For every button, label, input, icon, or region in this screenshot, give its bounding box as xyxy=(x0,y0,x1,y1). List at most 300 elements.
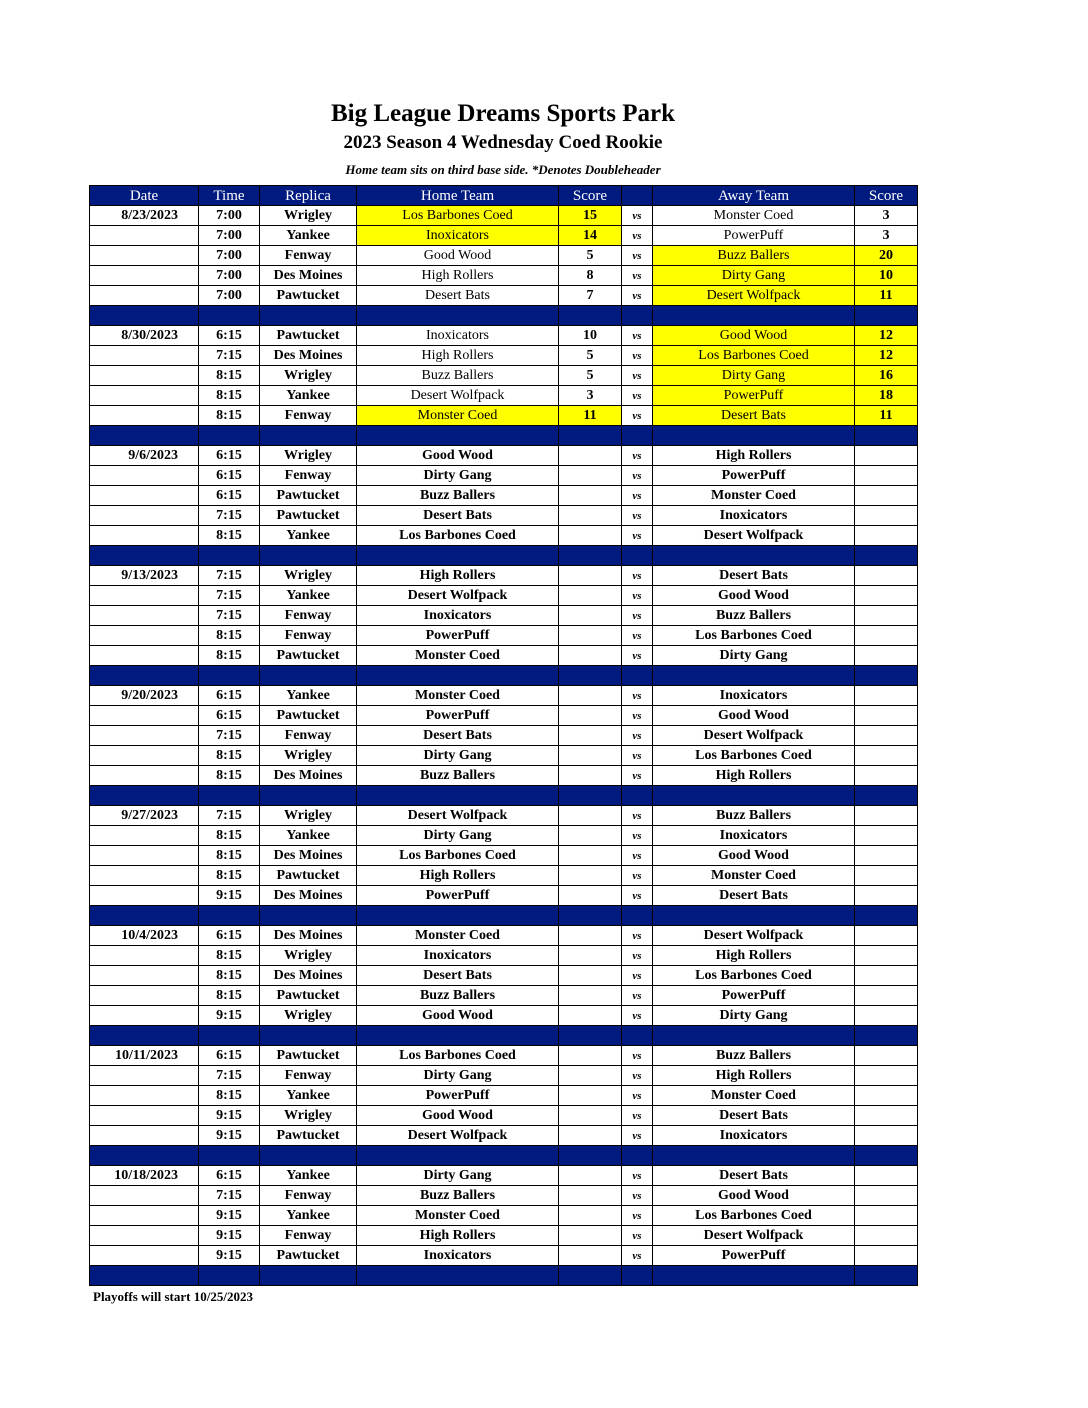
vs-label: vs xyxy=(622,606,653,626)
vs-label: vs xyxy=(622,406,653,426)
away-score xyxy=(855,886,918,906)
separator-cell xyxy=(855,1266,918,1286)
away-score xyxy=(855,1206,918,1226)
game-replica: Des Moines xyxy=(260,926,357,946)
vs-label: vs xyxy=(622,886,653,906)
game-replica: Fenway xyxy=(260,1226,357,1246)
away-team: Los Barbones Coed xyxy=(653,746,855,766)
vs-label: vs xyxy=(622,286,653,306)
game-replica: Fenway xyxy=(260,1186,357,1206)
separator-cell xyxy=(559,546,622,566)
away-team: Good Wood xyxy=(653,706,855,726)
vs-label: vs xyxy=(622,706,653,726)
separator-cell xyxy=(357,546,559,566)
vs-label: vs xyxy=(622,206,653,226)
away-team: Monster Coed xyxy=(653,1086,855,1106)
game-replica: Wrigley xyxy=(260,446,357,466)
away-score: 3 xyxy=(855,226,918,246)
home-team: PowerPuff xyxy=(357,886,559,906)
separator-cell xyxy=(199,426,260,446)
away-team: High Rollers xyxy=(653,946,855,966)
away-score: 12 xyxy=(855,326,918,346)
game-time: 7:15 xyxy=(199,346,260,366)
away-score: 3 xyxy=(855,206,918,226)
away-score xyxy=(855,646,918,666)
schedule-table xyxy=(89,185,918,1286)
home-team: Desert Bats xyxy=(357,726,559,746)
game-replica: Pawtucket xyxy=(260,1246,357,1266)
separator-cell xyxy=(199,1026,260,1046)
away-team: Dirty Gang xyxy=(653,1006,855,1026)
home-score xyxy=(559,1226,622,1246)
away-team: High Rollers xyxy=(653,1066,855,1086)
vs-label: vs xyxy=(622,746,653,766)
away-score: 11 xyxy=(855,406,918,426)
home-team: Dirty Gang xyxy=(357,1066,559,1086)
game-replica: Des Moines xyxy=(260,346,357,366)
table-row xyxy=(90,1126,918,1146)
table-row xyxy=(90,746,918,766)
separator-cell xyxy=(622,426,653,446)
week-separator xyxy=(90,786,918,806)
table-row xyxy=(90,1186,918,1206)
separator-cell xyxy=(559,1266,622,1286)
game-date xyxy=(90,1126,199,1146)
game-time: 7:00 xyxy=(199,286,260,306)
game-date xyxy=(90,266,199,286)
separator-cell xyxy=(357,1026,559,1046)
game-date: 9/27/2023 xyxy=(90,806,199,826)
vs-label: vs xyxy=(622,526,653,546)
vs-label: vs xyxy=(622,1006,653,1026)
game-time: 8:15 xyxy=(199,766,260,786)
game-replica: Wrigley xyxy=(260,566,357,586)
separator-cell xyxy=(199,1266,260,1286)
game-replica: Yankee xyxy=(260,586,357,606)
col-header-time: Time xyxy=(199,186,260,206)
table-row xyxy=(90,726,918,746)
home-score xyxy=(559,1046,622,1066)
game-date: 9/6/2023 xyxy=(90,446,199,466)
game-time: 9:15 xyxy=(199,1226,260,1246)
away-team: Desert Bats xyxy=(653,566,855,586)
away-score xyxy=(855,986,918,1006)
home-score xyxy=(559,806,622,826)
vs-label: vs xyxy=(622,1166,653,1186)
vs-label: vs xyxy=(622,686,653,706)
home-team: Desert Bats xyxy=(357,506,559,526)
game-replica: Yankee xyxy=(260,1166,357,1186)
separator-cell xyxy=(90,546,199,566)
game-date xyxy=(90,1106,199,1126)
separator-cell xyxy=(559,906,622,926)
home-team: Monster Coed xyxy=(357,926,559,946)
separator-cell xyxy=(90,306,199,326)
away-team: Desert Bats xyxy=(653,406,855,426)
game-time: 7:15 xyxy=(199,566,260,586)
separator-cell xyxy=(357,666,559,686)
game-time: 9:15 xyxy=(199,1126,260,1146)
table-row xyxy=(90,986,918,1006)
game-time: 8:15 xyxy=(199,366,260,386)
game-date xyxy=(90,846,199,866)
game-replica: Fenway xyxy=(260,246,357,266)
home-score xyxy=(559,1126,622,1146)
away-team: Desert Bats xyxy=(653,1166,855,1186)
game-replica: Fenway xyxy=(260,406,357,426)
game-replica: Pawtucket xyxy=(260,646,357,666)
game-date xyxy=(90,486,199,506)
home-score: 11 xyxy=(559,406,622,426)
away-team: Inoxicators xyxy=(653,506,855,526)
vs-label: vs xyxy=(622,1206,653,1226)
header-row xyxy=(90,186,918,206)
home-score xyxy=(559,606,622,626)
vs-label: vs xyxy=(622,1126,653,1146)
home-team: Dirty Gang xyxy=(357,746,559,766)
schedule-body xyxy=(90,206,918,1286)
away-team: Desert Wolfpack xyxy=(653,926,855,946)
home-score xyxy=(559,1086,622,1106)
away-team: Desert Wolfpack xyxy=(653,726,855,746)
away-score xyxy=(855,726,918,746)
home-score xyxy=(559,686,622,706)
game-time: 6:15 xyxy=(199,326,260,346)
separator-cell xyxy=(357,1146,559,1166)
game-date: 8/23/2023 xyxy=(90,206,199,226)
away-team: Buzz Ballers xyxy=(653,246,855,266)
home-team: Los Barbones Coed xyxy=(357,846,559,866)
separator-cell xyxy=(855,666,918,686)
game-date: 10/11/2023 xyxy=(90,1046,199,1066)
game-date xyxy=(90,766,199,786)
home-score xyxy=(559,1066,622,1086)
game-time: 6:15 xyxy=(199,706,260,726)
game-time: 7:00 xyxy=(199,266,260,286)
separator-cell xyxy=(855,906,918,926)
separator-cell xyxy=(622,1026,653,1046)
vs-label: vs xyxy=(622,1106,653,1126)
game-time: 7:15 xyxy=(199,586,260,606)
away-team: Los Barbones Coed xyxy=(653,1206,855,1226)
away-score: 16 xyxy=(855,366,918,386)
game-replica: Wrigley xyxy=(260,746,357,766)
home-team: Buzz Ballers xyxy=(357,1186,559,1206)
table-row xyxy=(90,266,918,286)
vs-label: vs xyxy=(622,1086,653,1106)
home-team: Inoxicators xyxy=(357,606,559,626)
separator-cell xyxy=(559,1026,622,1046)
table-row xyxy=(90,806,918,826)
separator-cell xyxy=(653,786,855,806)
away-score xyxy=(855,966,918,986)
separator-cell xyxy=(855,426,918,446)
separator-cell xyxy=(622,306,653,326)
away-team: PowerPuff xyxy=(653,466,855,486)
game-time: 8:15 xyxy=(199,866,260,886)
table-row xyxy=(90,926,918,946)
separator-cell xyxy=(653,546,855,566)
away-score xyxy=(855,806,918,826)
home-score: 5 xyxy=(559,246,622,266)
separator-cell xyxy=(260,1026,357,1046)
game-date: 9/13/2023 xyxy=(90,566,199,586)
home-team: Buzz Ballers xyxy=(357,486,559,506)
table-row xyxy=(90,706,918,726)
home-team: PowerPuff xyxy=(357,1086,559,1106)
game-replica: Fenway xyxy=(260,626,357,646)
game-date xyxy=(90,386,199,406)
home-score xyxy=(559,646,622,666)
home-score xyxy=(559,566,622,586)
vs-label: vs xyxy=(622,506,653,526)
away-team: Buzz Ballers xyxy=(653,606,855,626)
game-replica: Pawtucket xyxy=(260,706,357,726)
game-replica: Yankee xyxy=(260,1206,357,1226)
col-header-replica: Replica xyxy=(260,186,357,206)
away-score xyxy=(855,1186,918,1206)
table-row xyxy=(90,1206,918,1226)
table-row xyxy=(90,386,918,406)
home-score xyxy=(559,866,622,886)
separator-cell xyxy=(855,786,918,806)
table-row xyxy=(90,586,918,606)
separator-cell xyxy=(653,666,855,686)
game-replica: Des Moines xyxy=(260,886,357,906)
game-time: 8:15 xyxy=(199,386,260,406)
separator-cell xyxy=(559,666,622,686)
home-score xyxy=(559,966,622,986)
game-time: 7:15 xyxy=(199,806,260,826)
game-replica: Wrigley xyxy=(260,366,357,386)
home-team: Inoxicators xyxy=(357,326,559,346)
separator-cell xyxy=(622,1266,653,1286)
away-score: 12 xyxy=(855,346,918,366)
table-row xyxy=(90,486,918,506)
away-score xyxy=(855,1046,918,1066)
home-team: Los Barbones Coed xyxy=(357,526,559,546)
vs-label: vs xyxy=(622,966,653,986)
col-header-home-team: Home Team xyxy=(357,186,559,206)
home-score xyxy=(559,446,622,466)
separator-cell xyxy=(199,906,260,926)
away-score xyxy=(855,626,918,646)
game-replica: Yankee xyxy=(260,526,357,546)
game-date: 8/30/2023 xyxy=(90,326,199,346)
home-team: Desert Wolfpack xyxy=(357,1126,559,1146)
separator-cell xyxy=(653,426,855,446)
vs-label: vs xyxy=(622,866,653,886)
away-team: Los Barbones Coed xyxy=(653,966,855,986)
away-score xyxy=(855,926,918,946)
away-team: High Rollers xyxy=(653,446,855,466)
separator-cell xyxy=(260,306,357,326)
away-team: Monster Coed xyxy=(653,866,855,886)
col-header-vs xyxy=(622,186,653,206)
vs-label: vs xyxy=(622,806,653,826)
game-time: 8:15 xyxy=(199,746,260,766)
home-score xyxy=(559,986,622,1006)
table-row xyxy=(90,506,918,526)
home-score xyxy=(559,746,622,766)
game-time: 9:15 xyxy=(199,1106,260,1126)
home-team: Desert Bats xyxy=(357,286,559,306)
game-date xyxy=(90,646,199,666)
vs-label: vs xyxy=(622,246,653,266)
game-time: 9:15 xyxy=(199,1006,260,1026)
game-date xyxy=(90,606,199,626)
away-score xyxy=(855,586,918,606)
table-row xyxy=(90,226,918,246)
away-score xyxy=(855,746,918,766)
home-team: Buzz Ballers xyxy=(357,366,559,386)
home-team: Good Wood xyxy=(357,446,559,466)
game-time: 8:15 xyxy=(199,826,260,846)
away-team: Good Wood xyxy=(653,586,855,606)
away-score xyxy=(855,606,918,626)
game-date xyxy=(90,506,199,526)
vs-label: vs xyxy=(622,986,653,1006)
table-row xyxy=(90,966,918,986)
vs-label: vs xyxy=(622,826,653,846)
home-team: Desert Wolfpack xyxy=(357,586,559,606)
table-row xyxy=(90,286,918,306)
home-team: Desert Wolfpack xyxy=(357,806,559,826)
game-time: 8:15 xyxy=(199,1086,260,1106)
separator-cell xyxy=(199,1146,260,1166)
home-score: 14 xyxy=(559,226,622,246)
week-separator xyxy=(90,546,918,566)
away-score xyxy=(855,1106,918,1126)
home-score xyxy=(559,1006,622,1026)
away-team: Desert Bats xyxy=(653,886,855,906)
table-row xyxy=(90,626,918,646)
home-score: 8 xyxy=(559,266,622,286)
game-replica: Pawtucket xyxy=(260,286,357,306)
home-team: PowerPuff xyxy=(357,706,559,726)
separator-cell xyxy=(260,1266,357,1286)
away-team: Los Barbones Coed xyxy=(653,626,855,646)
separator-cell xyxy=(90,786,199,806)
game-replica: Des Moines xyxy=(260,846,357,866)
away-team: Buzz Ballers xyxy=(653,806,855,826)
home-score xyxy=(559,706,622,726)
away-team: Los Barbones Coed xyxy=(653,346,855,366)
game-date xyxy=(90,946,199,966)
game-date xyxy=(90,726,199,746)
home-score xyxy=(559,726,622,746)
away-score xyxy=(855,706,918,726)
away-team: Dirty Gang xyxy=(653,266,855,286)
away-team: Good Wood xyxy=(653,846,855,866)
table-row xyxy=(90,886,918,906)
away-team: Good Wood xyxy=(653,1186,855,1206)
away-team: Good Wood xyxy=(653,326,855,346)
game-replica: Wrigley xyxy=(260,806,357,826)
game-time: 8:15 xyxy=(199,986,260,1006)
table-row xyxy=(90,366,918,386)
table-row xyxy=(90,1246,918,1266)
home-team: High Rollers xyxy=(357,266,559,286)
game-date xyxy=(90,826,199,846)
home-team: Good Wood xyxy=(357,246,559,266)
away-score xyxy=(855,1086,918,1106)
game-replica: Yankee xyxy=(260,226,357,246)
away-team: Desert Wolfpack xyxy=(653,526,855,546)
table-row xyxy=(90,826,918,846)
separator-cell xyxy=(622,906,653,926)
page-title: Big League Dreams Sports Park xyxy=(331,100,675,127)
home-score xyxy=(559,926,622,946)
away-score xyxy=(855,946,918,966)
game-replica: Wrigley xyxy=(260,1106,357,1126)
separator-cell xyxy=(653,1266,855,1286)
separator-cell xyxy=(559,1146,622,1166)
vs-label: vs xyxy=(622,766,653,786)
game-time: 7:00 xyxy=(199,206,260,226)
separator-cell xyxy=(260,666,357,686)
separator-cell xyxy=(90,1146,199,1166)
home-score xyxy=(559,886,622,906)
game-date xyxy=(90,466,199,486)
separator-cell xyxy=(199,786,260,806)
game-date xyxy=(90,706,199,726)
separator-cell xyxy=(357,306,559,326)
away-team: Desert Bats xyxy=(653,1106,855,1126)
home-team: Los Barbones Coed xyxy=(357,206,559,226)
game-date xyxy=(90,1206,199,1226)
game-time: 6:15 xyxy=(199,486,260,506)
table-row xyxy=(90,766,918,786)
separator-cell xyxy=(260,426,357,446)
week-separator xyxy=(90,426,918,446)
away-score xyxy=(855,686,918,706)
separator-cell xyxy=(855,1026,918,1046)
game-date xyxy=(90,1066,199,1086)
home-team: Good Wood xyxy=(357,1006,559,1026)
away-team: Inoxicators xyxy=(653,1126,855,1146)
game-replica: Yankee xyxy=(260,826,357,846)
home-score xyxy=(559,1206,622,1226)
away-team: Inoxicators xyxy=(653,826,855,846)
table-row xyxy=(90,246,918,266)
away-team: Dirty Gang xyxy=(653,366,855,386)
game-time: 8:15 xyxy=(199,966,260,986)
game-date xyxy=(90,626,199,646)
vs-label: vs xyxy=(622,626,653,646)
separator-cell xyxy=(90,426,199,446)
separator-cell xyxy=(90,906,199,926)
separator-cell xyxy=(855,1146,918,1166)
game-replica: Pawtucket xyxy=(260,866,357,886)
home-score xyxy=(559,626,622,646)
home-team: Los Barbones Coed xyxy=(357,1046,559,1066)
separator-cell xyxy=(199,306,260,326)
game-time: 8:15 xyxy=(199,946,260,966)
table-row xyxy=(90,406,918,426)
game-date xyxy=(90,986,199,1006)
home-score xyxy=(559,506,622,526)
separator-cell xyxy=(653,1146,855,1166)
table-row xyxy=(90,206,918,226)
vs-label: vs xyxy=(622,646,653,666)
table-row xyxy=(90,606,918,626)
separator-cell xyxy=(622,1146,653,1166)
separator-cell xyxy=(622,786,653,806)
home-score xyxy=(559,586,622,606)
vs-label: vs xyxy=(622,386,653,406)
game-replica: Des Moines xyxy=(260,766,357,786)
